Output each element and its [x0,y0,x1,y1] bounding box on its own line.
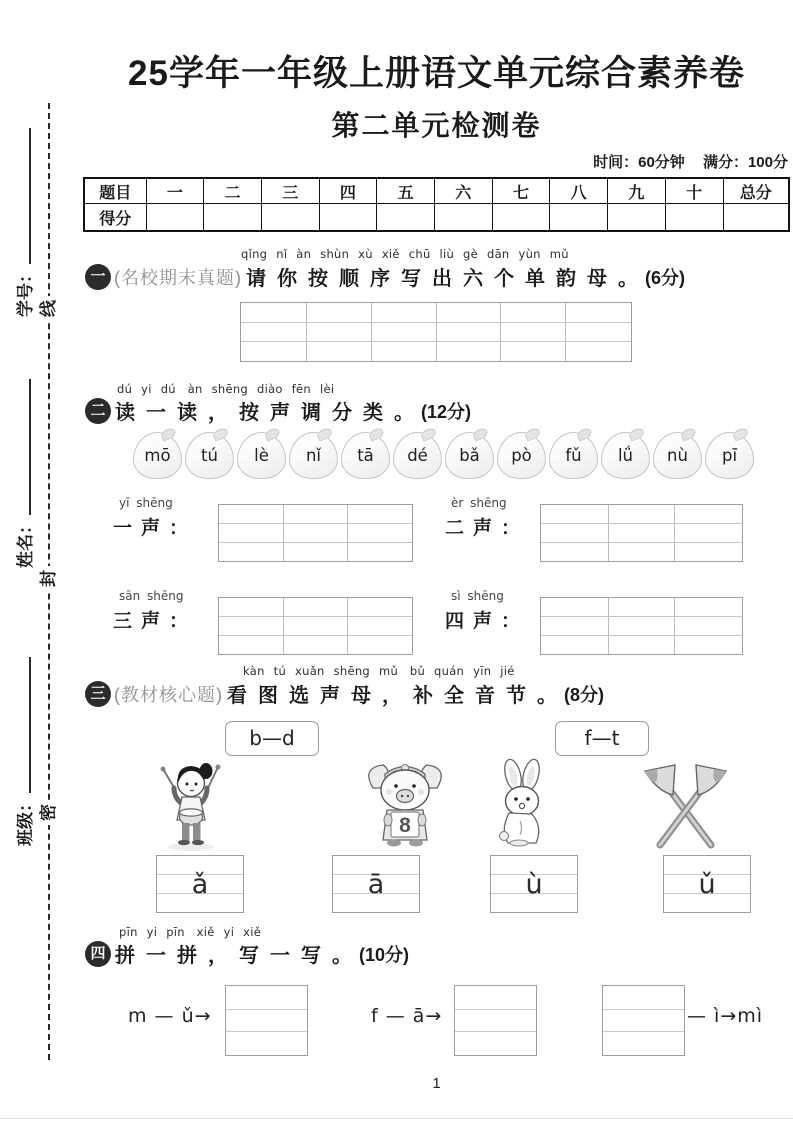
syllable-peach [289,432,338,479]
tone2-hanzi: 二声： [445,518,530,539]
q3-answer-box-1[interactable] [156,855,244,913]
score-table-header: 三 [261,178,319,204]
q3-text: 看图选声母，补全音节。 [227,685,568,707]
page-bottom-edge [0,1118,793,1119]
q2-header [83,396,471,425]
tone2-label [445,496,555,540]
picture-girl-drumming [151,757,231,852]
score-table-header: 八 [550,178,608,204]
score-table-header: 总分 [723,178,789,204]
q4-header [83,939,409,968]
score-cell[interactable] [723,204,789,232]
class-label: 班级： [16,795,35,846]
student-name-blank[interactable] [15,379,31,515]
q2-pinyin: dú yi dú àn shēng diào fēn lèi [117,382,335,396]
tone3-pinyin: sān shēng [119,589,184,603]
syllable-peach [549,432,598,479]
score-table-header: 四 [319,178,377,204]
score-cell[interactable] [608,204,666,232]
score-table-header: 九 [608,178,666,204]
syllable: tú [201,446,218,465]
score-cell[interactable] [319,204,377,232]
syllable-peach [341,432,390,479]
q3-answer-letter-3: ù [525,868,543,900]
q3-pinyin: kàn tú xuǎn shēng mǔ bǔ quán yīn jié [243,664,515,678]
q3-number-badge: 三 [85,681,111,707]
exam-content [83,0,790,1121]
syllable: lǘ [617,446,634,465]
option-box-b-d[interactable]: b—d [225,721,319,756]
q4-item1-prompt: m — ǔ→ [128,1005,212,1027]
full-score: 满分：100分 [702,154,788,171]
syllable-peach [237,432,286,479]
q1-score: (6分) [645,267,685,288]
page-title: 25学年一年级上册语文单元综合素养卷 [128,54,745,93]
q1-tag: (名校期末真题) [114,267,242,288]
score-table [83,177,790,232]
q3-answer-letter-2: ā [367,868,385,900]
q3-answer-letter-4: ǔ [698,868,716,900]
syllable-peach [133,432,182,479]
page-subtitle: 第二单元检测卷 [331,110,542,141]
q1-header [83,262,685,291]
q4-score: (10分) [359,944,410,965]
syllable: bǎ [459,446,480,465]
score-table-header-row [84,178,789,204]
number-8: 8 [399,814,411,837]
tone4-pinyin: sì shēng [451,589,504,603]
tone2-answer-grid[interactable] [540,504,743,562]
score-table-header: 二 [204,178,262,204]
score-table-header: 七 [492,178,550,204]
syllable: pò [511,446,532,465]
time-limit: 时间：60分钟 [593,154,685,171]
q4-pinyin: pīn yi pīn xiě yi xiě [119,925,262,939]
q3-answer-box-4[interactable] [663,855,751,913]
score-cell[interactable] [550,204,608,232]
q1-pinyin: qǐng nǐ àn shùn xù xiě chū liù gè dān yùn mǔ [241,247,569,261]
syllable: lè [254,446,269,465]
option-box-f-t[interactable]: f—t [555,721,649,756]
syllable-peach [653,432,702,479]
score-cell[interactable] [434,204,492,232]
q4-item3-prompt: — ì→mì [687,1005,764,1027]
class-field [14,646,38,846]
score-row-label: 得分 [84,204,146,232]
q4-text: 拼一拼，写一写。 [115,945,363,967]
q4-answer-grid-1[interactable] [225,985,308,1056]
student-name-field [14,368,38,568]
student-number-label: 学号： [16,266,35,317]
q4-answer-grid-3[interactable] [602,985,685,1056]
picture-pig-with-number-8 [359,754,451,852]
tone4-answer-grid[interactable] [540,597,743,655]
score-table-header: 六 [434,178,492,204]
axe-blade [696,765,726,795]
class-blank[interactable] [15,657,31,793]
syllable-peach [497,432,546,479]
q3-tag: (教材核心题) [114,684,223,705]
q2-score: (12分) [421,401,472,422]
q3-answer-box-2[interactable] [332,855,420,913]
q3-answer-letter-1: ǎ [191,868,209,900]
q2-text: 读一读，按声调分类。 [115,402,425,424]
syllable: mō [144,446,171,465]
score-cell[interactable] [665,204,723,232]
exam-meta [579,151,788,172]
q3-score: (8分) [564,684,604,705]
syllable: nǐ [305,446,322,465]
score-table-header: 一 [146,178,204,204]
tone4-hanzi: 四声： [445,611,530,632]
tone3-label [113,589,223,633]
tone1-label [113,496,223,540]
syllable-peach [601,432,650,479]
tone3-answer-grid[interactable] [218,597,413,655]
score-cell[interactable] [261,204,319,232]
score-table-header: 十 [665,178,723,204]
q1-answer-grid[interactable] [240,302,632,362]
tone2-pinyin: èr shēng [451,496,507,510]
tone1-answer-grid[interactable] [218,504,413,562]
q3-answer-box-3[interactable] [490,855,578,913]
page-number: 1 [432,1075,441,1092]
picture-crossed-axes [633,761,738,851]
tone3-hanzi: 三声： [113,611,198,632]
q4-answer-grid-2[interactable] [454,985,537,1056]
syllable-peach [705,432,754,479]
q1-number-badge: 一 [85,264,111,290]
score-table-score-row [84,204,789,232]
tone4-label [445,589,555,633]
q2-number-badge: 二 [85,398,111,424]
syllable-peach [445,432,494,479]
student-number-blank[interactable] [15,128,31,264]
score-cell[interactable] [377,204,435,232]
seal-char-seal: 封 [36,566,61,591]
syllable: tā [357,446,374,465]
syllable: dé [407,446,428,465]
q1-text: 请你按顺序写出六个单韵母。 [246,268,649,290]
tone1-pinyin: yī shēng [119,496,173,510]
q3-header [83,679,604,708]
tone1-hanzi: 一声： [113,518,198,539]
syllable-peach-row [133,432,754,479]
seal-char-line: 线 [36,296,61,321]
syllable-peach [185,432,234,479]
q4-item2-prompt: f — ā→ [371,1005,443,1027]
score-cell[interactable] [146,204,204,232]
score-cell[interactable] [492,204,550,232]
score-cell[interactable] [204,204,262,232]
seal-char-secret: 密 [36,800,61,825]
score-table-header: 题目 [84,178,146,204]
axe-blade [645,765,675,795]
syllable: fǔ [565,446,582,465]
q4-number-badge: 四 [85,941,111,967]
student-name-label: 姓名： [16,517,35,568]
syllable: nù [667,446,688,465]
syllable: pī [721,446,738,465]
student-number-field [14,117,38,317]
picture-rabbit [487,757,559,852]
score-table-header: 五 [377,178,435,204]
syllable-peach [393,432,442,479]
